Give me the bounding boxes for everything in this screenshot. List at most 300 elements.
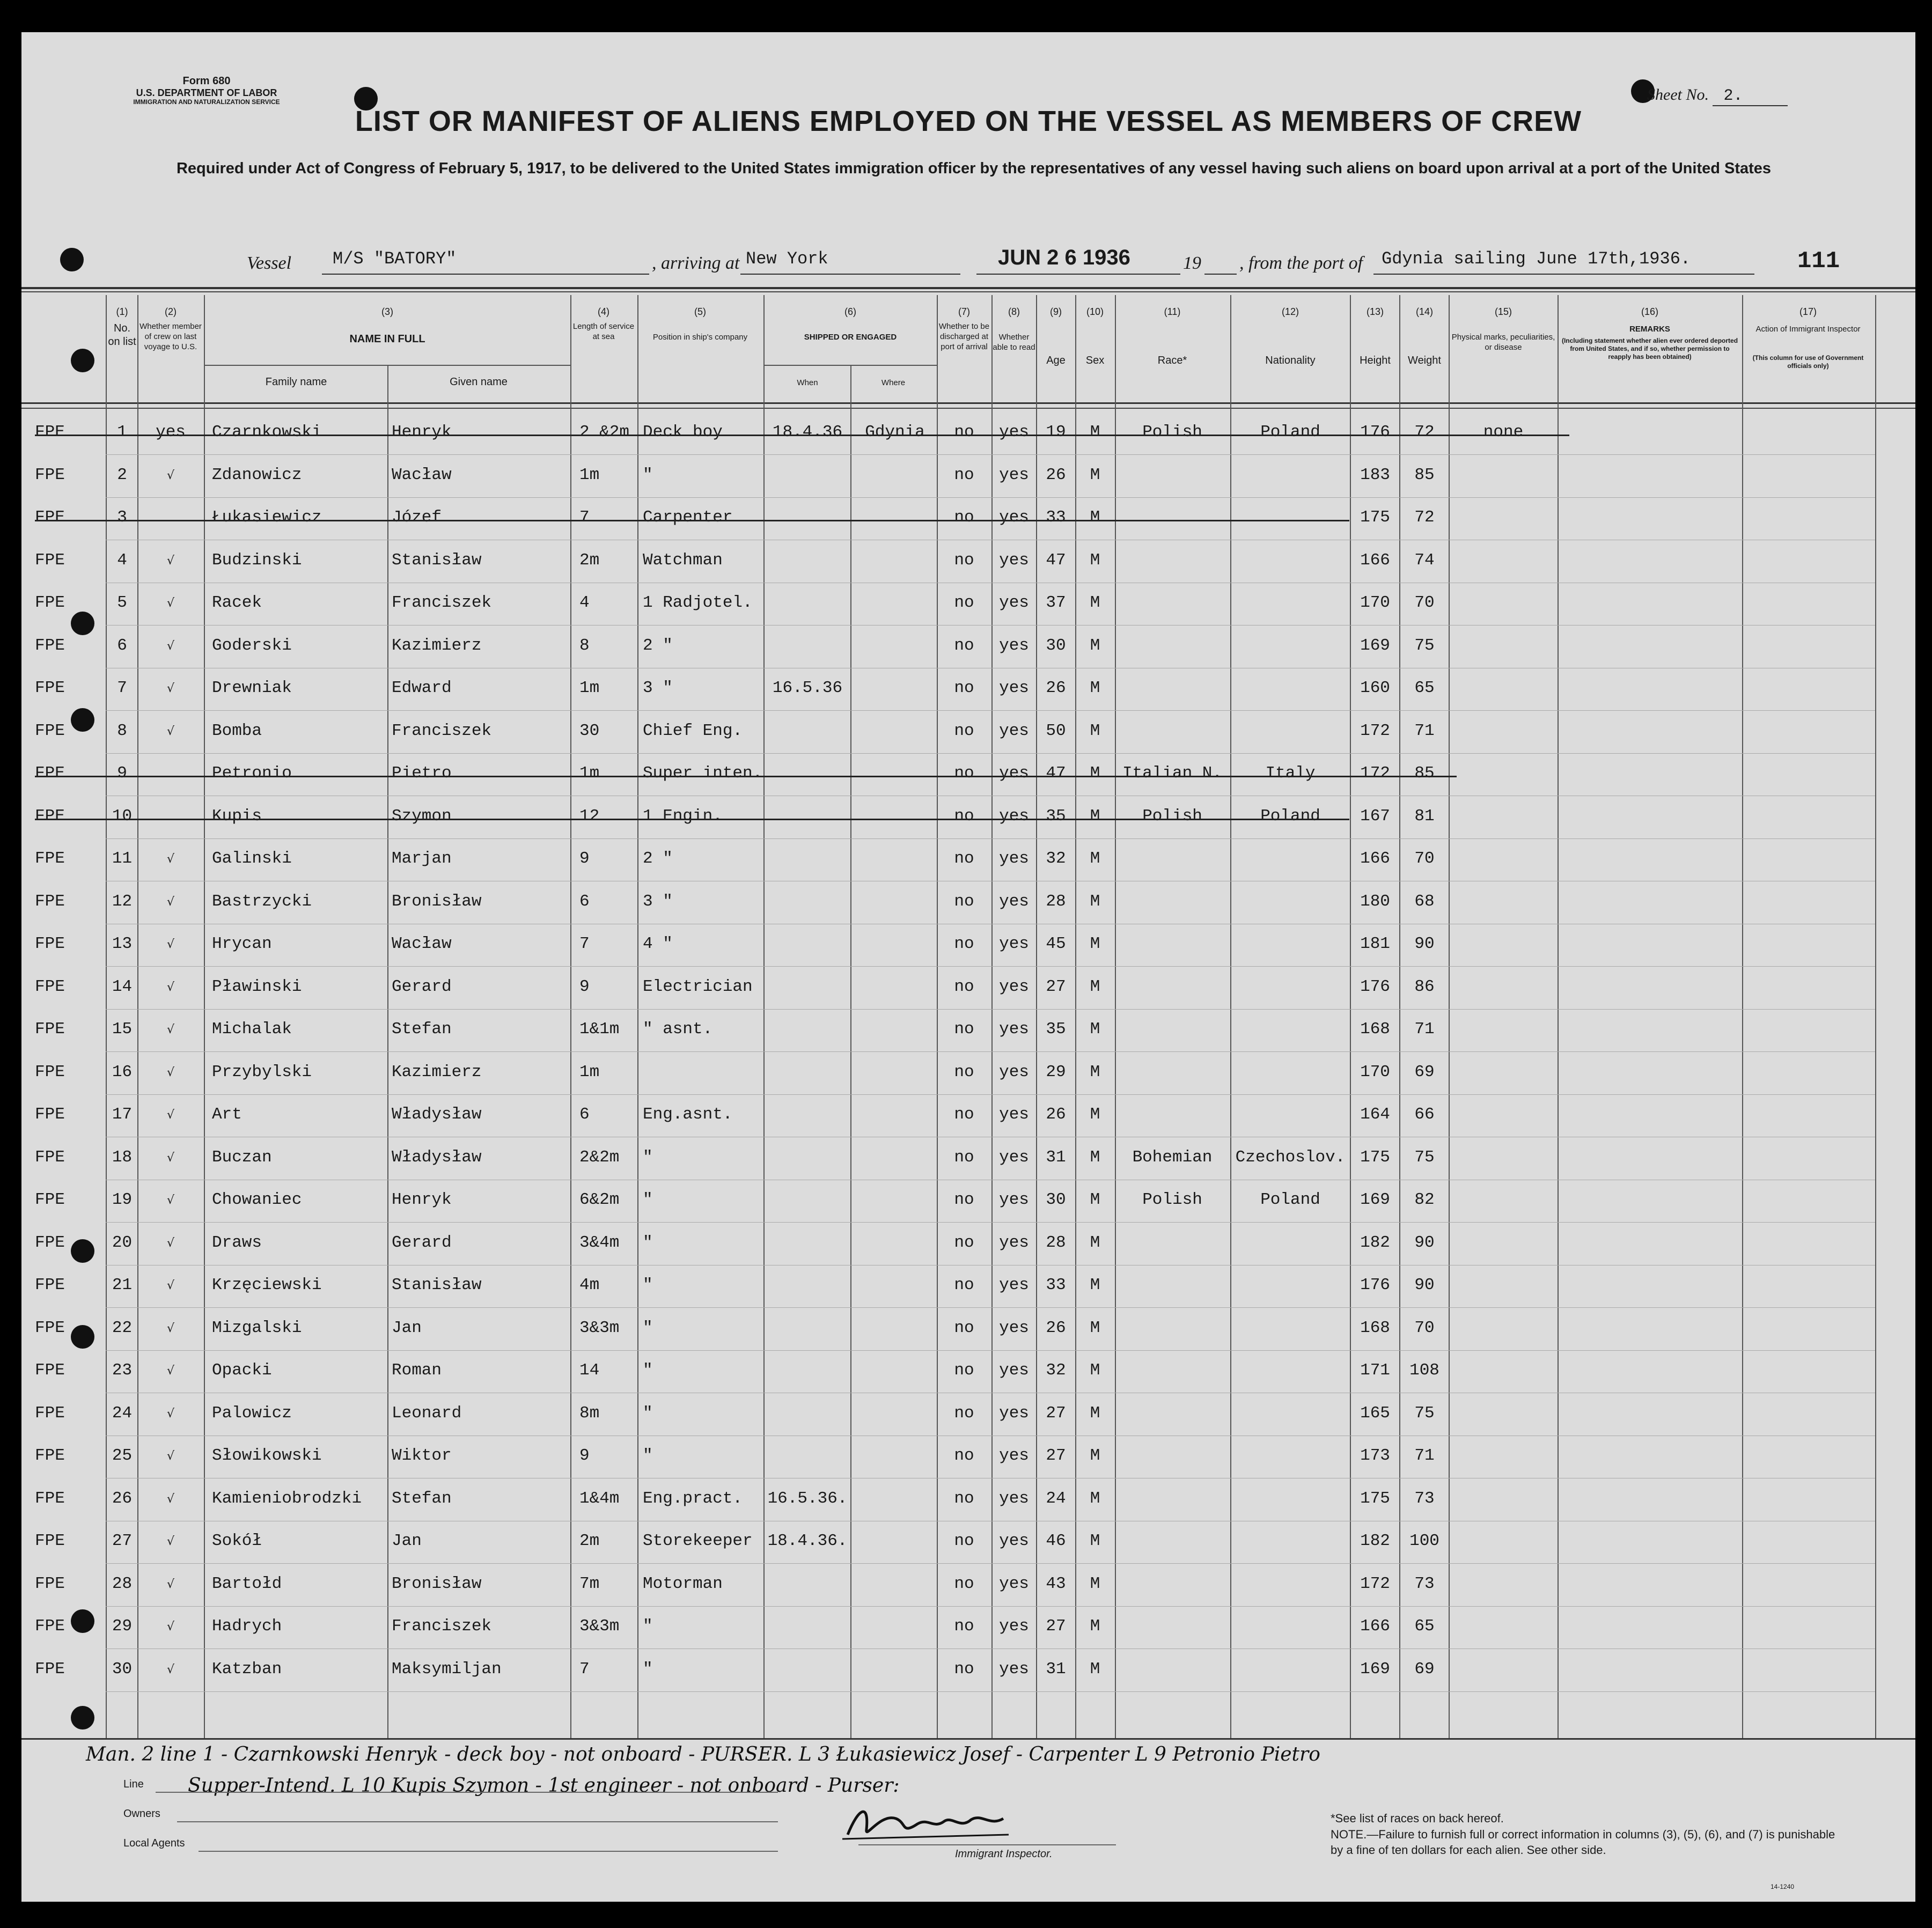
cell-given: Maksymiljan (392, 1659, 502, 1679)
cell-given: Kazimierz (392, 1062, 482, 1081)
cell-discharged: no (954, 465, 974, 484)
col-header-age: Age (1046, 355, 1066, 366)
cell-when: 16.5.36 (772, 679, 843, 697)
table-row (21, 1010, 1915, 1052)
manifest-number: 111 (1797, 248, 1840, 275)
cell-service: 30 (579, 721, 600, 740)
cell-family: Chowaniec (212, 1190, 302, 1209)
cell-position: 2 " (643, 849, 673, 868)
cell-age: 19 (1046, 423, 1066, 441)
cell-sex: M (1090, 593, 1100, 612)
cell-prev: √ (166, 724, 175, 738)
footer-notes (1331, 1811, 1846, 1858)
cell-sex: M (1090, 1105, 1100, 1124)
cell-position: 4 " (643, 934, 673, 953)
table-row (21, 669, 1915, 711)
footer-label-local-agents: Local Agents (123, 1837, 185, 1849)
cell-position: " (643, 1276, 653, 1294)
cell-given: Stanisław (392, 1276, 482, 1294)
cell-weight: 70 (1414, 1318, 1435, 1337)
cell-weight: 90 (1414, 1276, 1435, 1294)
cell-read: yes (999, 1489, 1029, 1508)
cell-discharged: no (954, 1318, 974, 1337)
cell-position: Eng.asnt. (643, 1105, 733, 1124)
cell-position: " (643, 1147, 653, 1167)
cell-sex: M (1090, 465, 1100, 484)
cell-age: 27 (1046, 1446, 1066, 1465)
table-row (21, 1522, 1915, 1564)
cell-weight: 75 (1414, 1403, 1435, 1423)
cell-nationality: Italy (1265, 764, 1316, 783)
cell-read: yes (999, 1446, 1029, 1465)
cell-family: Zdanowicz (212, 465, 302, 484)
cell-prev: √ (166, 1065, 175, 1079)
cell-sex: M (1090, 934, 1100, 953)
col-number: (10) (1086, 306, 1104, 317)
cell-sex: M (1090, 1617, 1100, 1636)
cell-family: Michalak (212, 1020, 292, 1039)
col-header-remarks-note: (Including statement whether alien ever ordered deported from United States, and if so, whether permission to reapply has been obtained) (1561, 337, 1738, 360)
cell-given: Bronisław (392, 1574, 482, 1593)
cell-family: Kamieniobrodzki (212, 1489, 362, 1508)
cell-position: " (643, 1659, 653, 1679)
cell-height: 170 (1360, 593, 1390, 612)
col-number: (11) (1164, 306, 1181, 317)
cell-code: FPE (35, 679, 65, 697)
cell-service: 7 (579, 508, 590, 527)
cell-given: Franciszek (392, 1617, 492, 1636)
cell-discharged: no (954, 1617, 974, 1636)
cell-age: 47 (1046, 764, 1066, 783)
cell-discharged: no (954, 1659, 974, 1679)
cell-no: 6 (117, 636, 127, 655)
col-number: (4) (598, 306, 609, 317)
cell-weight: 72 (1414, 423, 1435, 441)
cell-position: Deck boy (643, 423, 723, 441)
cell-weight: 66 (1414, 1105, 1435, 1124)
col-header-shipped-or-engaged: SHIPPED OR ENGAGED (804, 333, 897, 342)
cell-read: yes (999, 1532, 1029, 1550)
cell-family: Czarnkowski (212, 423, 322, 441)
cell-service: 6 (579, 892, 590, 911)
cell-read: yes (999, 1233, 1029, 1252)
cell-prev: √ (166, 639, 175, 653)
cell-no: 30 (112, 1659, 133, 1679)
cell-sex: M (1090, 1276, 1100, 1294)
note-races: *See list of races on back hereof. (1331, 1812, 1504, 1825)
cell-age: 28 (1046, 1233, 1066, 1252)
col-header-remarks: REMARKS (1629, 325, 1670, 334)
cell-position: Carpenter (643, 508, 733, 527)
cell-code: FPE (35, 636, 65, 655)
cell-prev: √ (166, 1151, 175, 1165)
page-subtitle: Required under Act of Congress of February 5, 1917, to be delivered to the United States immigration officer by the representatives of any vessel having such aliens on board upon arrival at a port of the United States (176, 160, 1772, 177)
cell-no: 13 (112, 934, 133, 953)
cell-no: 12 (112, 892, 133, 911)
cell-discharged: no (954, 1233, 974, 1252)
col-header-race: Race* (1157, 355, 1187, 366)
cell-prev: √ (166, 1492, 175, 1506)
cell-family: Słowikowski (212, 1446, 322, 1465)
punch-hole (71, 1706, 94, 1730)
cell-age: 45 (1046, 934, 1066, 953)
cell-code: FPE (35, 465, 65, 484)
cell-prev: √ (166, 597, 175, 610)
cell-service: 1m (579, 465, 600, 484)
col-header-weight: Weight (1408, 355, 1441, 366)
cell-when: 16.5.36. (767, 1489, 848, 1508)
cell-no: 23 (112, 1361, 133, 1380)
cell-age: 31 (1046, 1659, 1066, 1679)
cell-service: 9 (579, 1446, 590, 1465)
cell-code: FPE (35, 423, 65, 441)
cell-code: FPE (35, 1403, 65, 1423)
cell-given: Jan (392, 1532, 422, 1550)
cell-read: yes (999, 1574, 1029, 1593)
cell-discharged: no (954, 934, 974, 953)
cell-given: Franciszek (392, 721, 492, 740)
table-row (21, 925, 1915, 967)
cell-height: 170 (1360, 1062, 1390, 1081)
cell-discharged: no (954, 849, 974, 868)
cell-sex: M (1090, 1659, 1100, 1679)
inspector-signature (837, 1797, 1030, 1845)
cell-sex: M (1090, 1446, 1100, 1465)
cell-weight: 75 (1414, 1147, 1435, 1167)
cell-no: 4 (117, 550, 127, 570)
cell-code: FPE (35, 934, 65, 953)
table-row (21, 413, 1915, 455)
cell-no: 27 (112, 1532, 133, 1550)
table-row (21, 1565, 1915, 1607)
cell-code: FPE (35, 806, 65, 826)
cell-read: yes (999, 679, 1029, 697)
cell-service: 1&1m (579, 1020, 620, 1039)
cell-weight: 108 (1409, 1361, 1439, 1380)
cell-sex: M (1090, 423, 1100, 441)
cell-age: 26 (1046, 465, 1066, 484)
cell-given: Józef (392, 508, 442, 527)
cell-service: 3&3m (579, 1617, 620, 1636)
col-number: (7) (958, 306, 970, 317)
cell-no: 3 (117, 508, 127, 527)
cell-read: yes (999, 1062, 1029, 1081)
cell-age: 26 (1046, 1318, 1066, 1337)
cell-weight: 74 (1414, 550, 1435, 570)
cell-discharged: no (954, 679, 974, 697)
cell-weight: 73 (1414, 1574, 1435, 1593)
cell-sex: M (1090, 550, 1100, 570)
cell-no: 16 (112, 1062, 133, 1081)
cell-age: 33 (1046, 1276, 1066, 1294)
cell-read: yes (999, 550, 1029, 570)
cell-no: 29 (112, 1617, 133, 1636)
cell-position: Electrician (643, 977, 753, 996)
cell-discharged: no (954, 1276, 974, 1294)
cell-given: Leonard (392, 1403, 462, 1423)
cell-family: Łukasiewicz (212, 508, 322, 527)
cell-position: " (643, 1446, 653, 1465)
table-row (21, 840, 1915, 881)
cell-sex: M (1090, 1318, 1100, 1337)
cell-discharged: no (954, 1062, 974, 1081)
cell-weight: 73 (1414, 1489, 1435, 1508)
cell-sex: M (1090, 849, 1100, 868)
cell-given: Stanisław (392, 550, 482, 570)
cell-position: Watchman (643, 550, 723, 570)
cell-discharged: no (954, 1190, 974, 1209)
cell-no: 7 (117, 679, 127, 697)
cell-position: 2 " (643, 636, 673, 655)
cell-discharged: no (954, 636, 974, 655)
cell-age: 43 (1046, 1574, 1066, 1593)
cell-discharged: no (954, 1361, 974, 1380)
cell-prev: √ (166, 852, 175, 866)
cell-code: FPE (35, 1233, 65, 1252)
cell-discharged: no (954, 593, 974, 612)
cell-read: yes (999, 1147, 1029, 1167)
cell-given: Władysław (392, 1147, 482, 1167)
cell-code: FPE (35, 593, 65, 612)
cell-sex: M (1090, 1532, 1100, 1550)
cell-service: 2m (579, 550, 600, 570)
cell-position: 1 Engin. (643, 806, 723, 826)
cell-given: Marjan (392, 849, 452, 868)
cell-service: 12 (579, 806, 600, 826)
cell-discharged: no (954, 764, 974, 783)
cell-age: 30 (1046, 1190, 1066, 1209)
arriving-port: New York (746, 249, 828, 269)
cell-position: " asnt. (643, 1020, 713, 1039)
cell-service: 9 (579, 849, 590, 868)
cell-service: 4m (579, 1276, 600, 1294)
cell-read: yes (999, 1190, 1029, 1209)
cell-weight: 68 (1414, 892, 1435, 911)
page-title: LIST OR MANIFEST OF ALIENS EMPLOYED ON THE VESSEL AS MEMBERS OF CREW (355, 105, 1582, 137)
cell-prev: √ (166, 1620, 175, 1633)
cell-given: Henryk (392, 1190, 452, 1209)
col-number: (1) (116, 306, 128, 317)
cell-age: 28 (1046, 892, 1066, 911)
strikethrough-line (35, 819, 1349, 820)
cell-height: 172 (1360, 764, 1390, 783)
cell-position: " (643, 1233, 653, 1252)
cell-position: Chief Eng. (643, 721, 743, 740)
cell-given: Henryk (392, 423, 452, 441)
cell-family: Palowicz (212, 1403, 292, 1423)
cell-code: FPE (35, 892, 65, 911)
cell-when: 18.4.36. (767, 1532, 848, 1550)
col-header-physical-marks: Physical marks, peculiarities, or disease (1451, 333, 1555, 352)
cell-prev: √ (166, 1449, 175, 1463)
cell-family: Art (212, 1105, 242, 1124)
cell-service: 7 (579, 934, 590, 953)
table-row (21, 1650, 1915, 1692)
strikethrough-line (35, 520, 1349, 521)
cell-family: Draws (212, 1233, 262, 1252)
cell-read: yes (999, 977, 1029, 996)
cell-no: 14 (112, 977, 133, 996)
cell-family: Racek (212, 593, 262, 612)
cell-read: yes (999, 1361, 1029, 1380)
cell-height: 175 (1360, 1489, 1390, 1508)
table-row (21, 584, 1915, 626)
form-number: Form 680 (182, 75, 231, 87)
cell-family: Bastrzycki (212, 892, 312, 911)
cell-given: Bronisław (392, 892, 482, 911)
cell-no: 15 (112, 1020, 133, 1039)
cell-code: FPE (35, 1361, 65, 1380)
cell-discharged: no (954, 892, 974, 911)
cell-family: Przybylski (212, 1062, 312, 1081)
cell-code: FPE (35, 1617, 65, 1636)
cell-prev: √ (166, 1364, 175, 1378)
cell-read: yes (999, 423, 1029, 441)
cell-race: Polish (1142, 1190, 1202, 1209)
cell-no: 17 (112, 1105, 133, 1124)
cell-weight: 85 (1414, 465, 1435, 484)
cell-prev: √ (166, 1662, 175, 1676)
cell-age: 35 (1046, 1020, 1066, 1039)
cell-given: Wiktor (392, 1446, 452, 1465)
cell-sex: M (1090, 977, 1100, 996)
form-code: 14-1240 (1771, 1883, 1795, 1890)
cell-read: yes (999, 721, 1029, 740)
cell-weight: 71 (1414, 1020, 1435, 1039)
table-row (21, 1053, 1915, 1095)
cell-read: yes (999, 1659, 1029, 1679)
cell-when: 18.4.36 (772, 423, 843, 441)
cell-weight: 69 (1414, 1659, 1435, 1679)
table-row (21, 541, 1915, 583)
cell-age: 24 (1046, 1489, 1066, 1508)
col-header-family-name: Family name (265, 376, 327, 388)
col-header-discharged: Whether to be discharged at port of arrival (938, 322, 990, 351)
cell-code: FPE (35, 1147, 65, 1167)
cell-weight: 72 (1414, 508, 1435, 527)
arriving-label: , arriving at (652, 253, 740, 273)
col-header-length-of-service: Length of service at sea (572, 322, 635, 341)
cell-age: 31 (1046, 1147, 1066, 1167)
cell-read: yes (999, 849, 1029, 868)
cell-service: 2m (579, 1532, 600, 1550)
col-number: (16) (1641, 306, 1658, 317)
cell-position: " (643, 1617, 653, 1636)
strikethrough-line (35, 435, 1569, 436)
cell-prev: √ (166, 1279, 175, 1292)
col-header-where: Where (881, 378, 906, 387)
cell-no: 9 (117, 764, 127, 783)
cell-sex: M (1090, 764, 1100, 783)
cell-no: 19 (112, 1190, 133, 1209)
col-number: (14) (1415, 306, 1433, 317)
cell-no: 28 (112, 1574, 133, 1593)
cell-family: Pławinski (212, 977, 302, 996)
cell-height: 175 (1360, 1147, 1390, 1167)
cell-no: 11 (112, 849, 133, 868)
cell-service: 3&3m (579, 1318, 620, 1337)
table-row (21, 1480, 1915, 1521)
cell-height: 173 (1360, 1446, 1390, 1465)
cell-height: 176 (1360, 1276, 1390, 1294)
cell-weight: 81 (1414, 806, 1435, 826)
cell-code: FPE (35, 508, 65, 527)
cell-service: 6&2m (579, 1190, 620, 1209)
cell-nationality: Poland (1260, 806, 1320, 826)
cell-read: yes (999, 806, 1029, 826)
cell-given: Franciszek (392, 593, 492, 612)
cell-discharged: no (954, 1020, 974, 1039)
cell-given: Wacław (392, 465, 452, 484)
col-number: (17) (1799, 306, 1817, 317)
cell-sex: M (1090, 806, 1100, 826)
cell-service: 2 &2m (579, 423, 630, 441)
cell-family: Sokół (212, 1532, 262, 1550)
cell-service: 7m (579, 1574, 600, 1593)
cell-weight: 82 (1414, 1190, 1435, 1209)
cell-family: Bomba (212, 721, 262, 740)
punch-hole (71, 349, 94, 372)
cell-nationality: Poland (1260, 423, 1320, 441)
port-label: , from the port of (1239, 253, 1363, 273)
cell-race: Bohemian (1132, 1147, 1213, 1167)
table-row (21, 1309, 1915, 1351)
cell-weight: 85 (1414, 764, 1435, 783)
cell-read: yes (999, 934, 1029, 953)
cell-sex: M (1090, 1062, 1100, 1081)
col-header-height: Height (1360, 355, 1391, 366)
cell-height: 172 (1360, 1574, 1390, 1593)
cell-prev: √ (166, 1108, 175, 1122)
cell-height: 169 (1360, 1190, 1390, 1209)
table-row (21, 712, 1915, 754)
col-header-given-name: Given name (450, 376, 508, 388)
cell-read: yes (999, 1276, 1029, 1294)
departure-port: Gdynia sailing June 17th,1936. (1382, 249, 1691, 269)
cell-code: FPE (35, 977, 65, 996)
table-row (21, 1138, 1915, 1180)
cell-prev: yes (156, 423, 186, 441)
arrival-date-stamp: JUN 2 6 1936 (998, 246, 1130, 269)
cell-service: 8m (579, 1403, 600, 1423)
col-header-position: Position in ship's company (652, 333, 748, 342)
cell-no: 1 (117, 423, 127, 441)
cell-read: yes (999, 764, 1029, 783)
cell-given: Kazimierz (392, 636, 482, 655)
cell-discharged: no (954, 1574, 974, 1593)
cell-no: 25 (112, 1446, 133, 1465)
col-number: (9) (1050, 306, 1062, 317)
cell-prev: √ (166, 1535, 175, 1548)
cell-discharged: no (954, 1489, 974, 1508)
cell-position: Super inten. (643, 764, 763, 783)
cell-weight: 90 (1414, 1233, 1435, 1252)
cell-discharged: no (954, 1532, 974, 1550)
table-row (21, 1351, 1915, 1393)
cell-weight: 71 (1414, 721, 1435, 740)
cell-prev: √ (166, 938, 175, 951)
cell-family: Drewniak (212, 679, 292, 697)
col-header-when: When (797, 378, 818, 387)
cell-family: Kupis (212, 806, 262, 826)
cell-sex: M (1090, 721, 1100, 740)
col-number: (15) (1494, 306, 1512, 317)
table-row (21, 754, 1915, 796)
cell-given: Pietro (392, 764, 452, 783)
cell-height: 171 (1360, 1361, 1390, 1380)
cell-height: 166 (1360, 550, 1390, 570)
cell-age: 27 (1046, 977, 1066, 996)
